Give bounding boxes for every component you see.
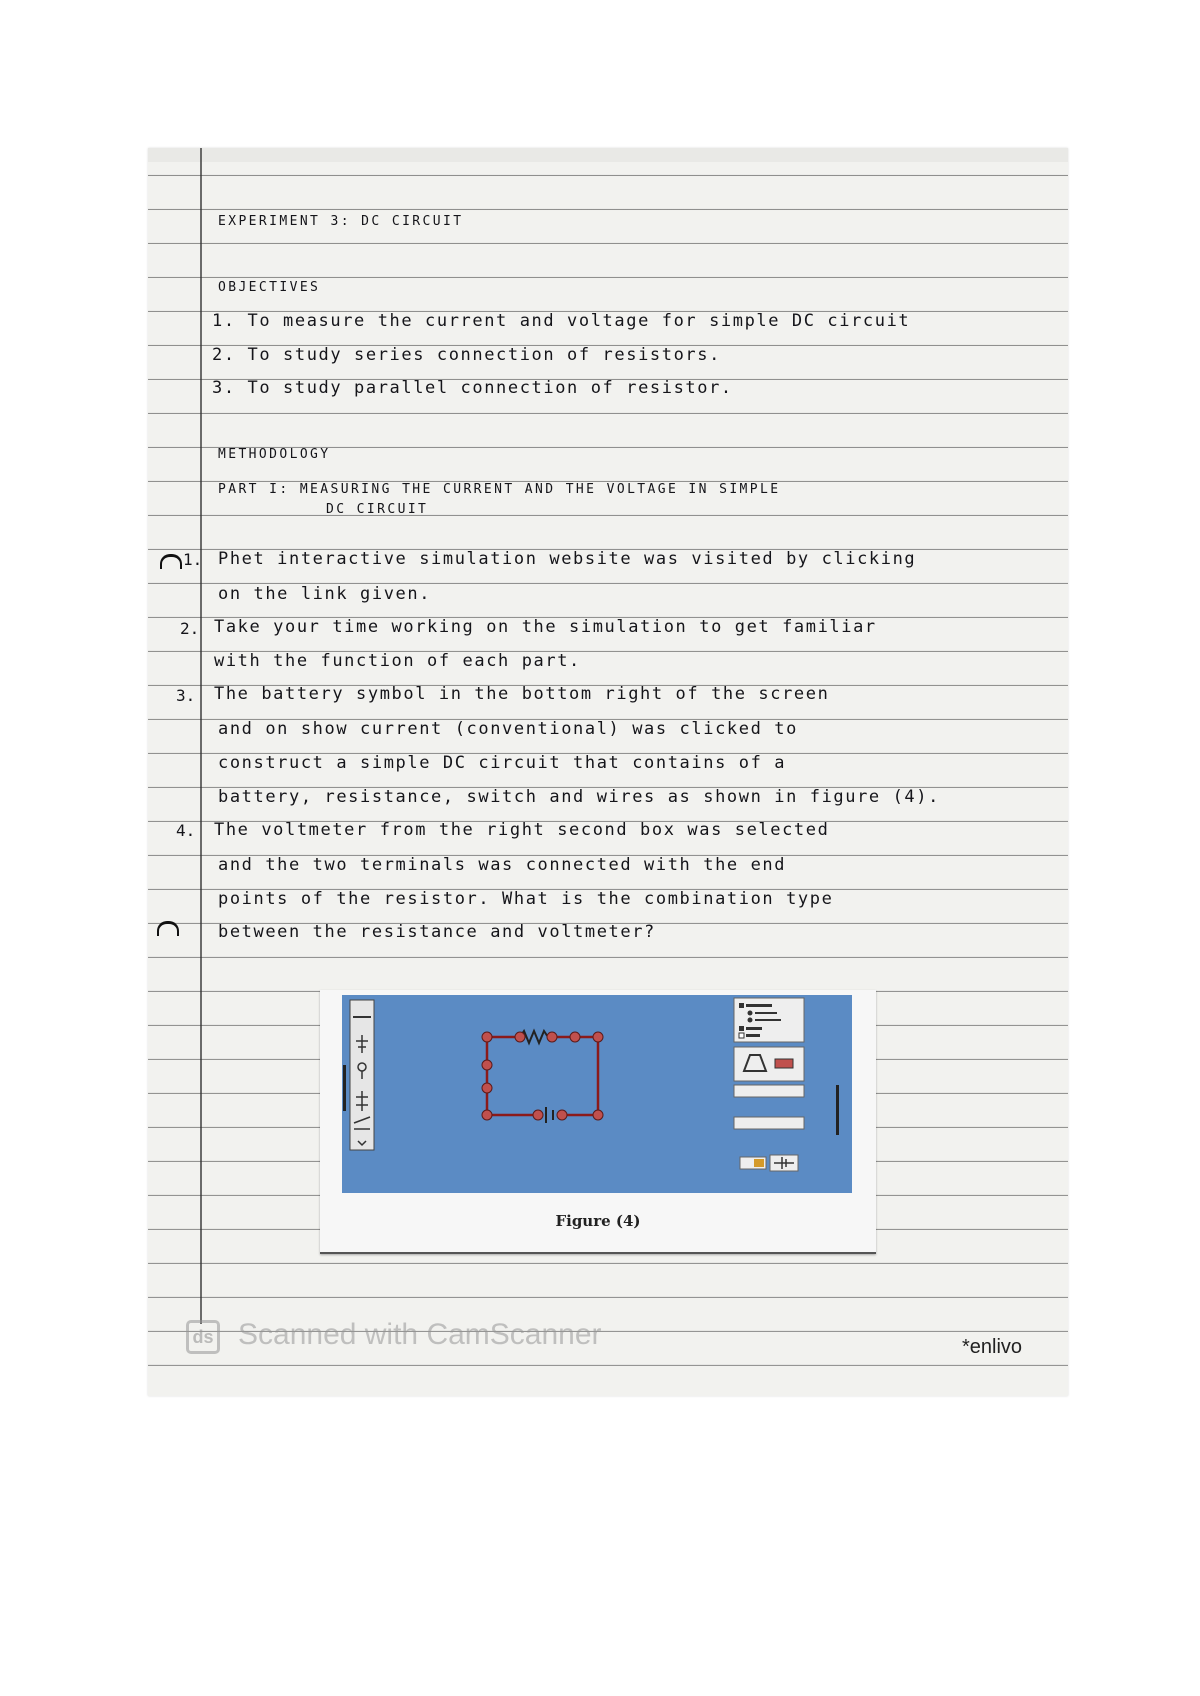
objective-item-1 <box>212 311 910 331</box>
objective-text: To measure the current and voltage for simple DC circuit <box>247 311 911 331</box>
battery-resistance-panel <box>734 1117 804 1129</box>
wire-resistivity-panel <box>734 1085 804 1097</box>
camscanner-logo: ds <box>186 1320 220 1354</box>
objective-text: To study parallel connection of resistor. <box>247 378 733 398</box>
step-1-line-2: on the link given. <box>218 584 432 604</box>
margin-mark <box>157 921 179 936</box>
brand-label: *enlivo <box>962 1336 1023 1358</box>
methodology-heading: METHODOLOGY <box>218 447 331 462</box>
objective-number: 1. <box>212 311 236 331</box>
step-3-line-4: battery, resistance, switch and wires as shown in figure (4). <box>218 787 940 807</box>
objective-number: 2. <box>212 345 236 365</box>
step-4-line-4: between the resistance and voltmeter? <box>218 922 656 942</box>
step-2-line-2: with the function of each part. <box>214 651 581 671</box>
step-number-2: 2. <box>180 619 200 638</box>
objectives-heading: OBJECTIVES <box>218 280 321 295</box>
step-4-line-1: The voltmeter from the right second box was selected <box>214 820 830 840</box>
right-scrollbar <box>836 1085 839 1135</box>
margin-line <box>200 148 202 1324</box>
circuit-wires <box>487 1037 598 1115</box>
part-heading-line-1: PART I: MEASURING THE CURRENT AND THE VOLTAGE IN SIMPLE <box>218 482 781 497</box>
circuit-simulation-graphic <box>342 995 852 1193</box>
step-1-line-1: Phet interactive simulation website was visited by clicking <box>218 549 917 569</box>
step-number-4: 4. <box>176 821 196 840</box>
figure-4 <box>320 990 876 1254</box>
toggle-thumb <box>754 1159 764 1167</box>
step-2-line-1: Take your time working on the simulation to get familiar <box>214 617 877 637</box>
step-3-line-3: construct a simple DC circuit that contains of a <box>218 753 787 773</box>
experiment-title: EXPERIMENT 3: DC CIRCUIT <box>218 214 464 229</box>
margin-mark <box>160 554 182 569</box>
step-3-line-2: and on show current (conventional) was clicked to <box>218 719 798 739</box>
objective-text: To study series connection of resistors. <box>247 345 721 365</box>
step-4-line-3: points of the resistor. What is the combination type <box>218 889 834 909</box>
ammeter-icon <box>775 1059 793 1068</box>
simulation-screenshot <box>342 995 852 1193</box>
objective-item-2 <box>212 345 721 365</box>
figure-caption: Figure (4) <box>555 1212 641 1230</box>
objective-item-3 <box>212 378 733 398</box>
page-top-band <box>148 148 1068 162</box>
step-3-line-1: The battery symbol in the bottom right of the screen <box>214 684 830 704</box>
scanner-watermark: Scanned with CamScanner <box>238 1318 602 1351</box>
circuit-nodes <box>482 1032 603 1120</box>
battery-symbol <box>546 1107 553 1123</box>
toolbox-scrollbar <box>343 1065 346 1111</box>
step-number-1: 1. <box>183 550 203 569</box>
part-heading-line-2: DC CIRCUIT <box>326 502 429 517</box>
step-4-line-2: and the two terminals was connected with the end <box>218 855 787 875</box>
objective-number: 3. <box>212 378 236 398</box>
step-number-3: 3. <box>176 686 196 705</box>
